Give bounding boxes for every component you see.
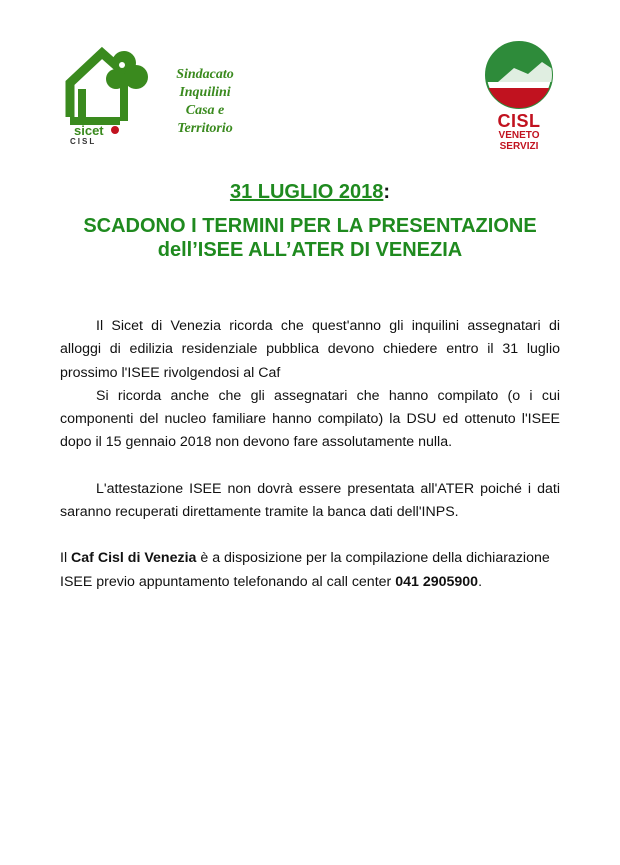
page-header <box>0 0 620 170</box>
sicet-logo-word: sicet <box>74 123 104 138</box>
sicet-line-4: Territorio <box>177 121 233 136</box>
paragraph-3: L'attestazione ISEE non dovrà essere presentata all'ATER poiché i dati saranno recuperati direttamente tramite la banca dati dell'INPS. <box>60 480 560 521</box>
title-line-1: SCADONO I TERMINI PER LA PRESENTAZIONE <box>83 215 537 237</box>
sicet-line-1: Sindacato <box>176 67 234 82</box>
sicet-line-2: Inquilini <box>179 85 231 100</box>
title-line-2: dell’ISEE ALL’ATER DI VENEZIA <box>157 239 463 261</box>
spacer <box>60 524 560 547</box>
date-colon: : <box>383 181 391 203</box>
document-body <box>60 315 560 594</box>
cisl-title: CISL <box>497 111 541 131</box>
spacer <box>60 455 560 478</box>
paragraph-4 <box>60 547 560 594</box>
phone-number: 041 2905900 <box>395 573 479 590</box>
sicet-name <box>160 66 250 138</box>
p4-pre: Il <box>60 550 72 567</box>
p4-mid: è a disposizione per la compilazione della dichiarazione ISEE previo appuntamento telefonando al call center <box>60 550 550 590</box>
cisl-sub-1: VENETO <box>498 130 540 141</box>
cisl-sub-2: SERVIZI <box>499 141 539 152</box>
sicet-line-3: Casa e <box>185 103 225 118</box>
date-text: 31 LUGLIO 2018 <box>229 181 384 203</box>
sicet-logo <box>62 45 162 145</box>
deadline-date <box>0 181 620 204</box>
paragraph-2: Si ricorda anche che gli assegnatari che hanno compilato (o i cui componenti del nucleo familiare hanno compilato) la DSU ed ottenuto l'ISEE dopo il 15 gennaio 2018 non devono fare assolutamente nulla. <box>60 387 560 451</box>
caf-name: Caf Cisl di Venezia <box>71 550 197 567</box>
p4-end: . <box>478 573 483 590</box>
cisl-name <box>482 112 556 152</box>
sicet-logo-sub: CISL <box>70 137 97 145</box>
paragraph-1: Il Sicet di Venezia ricorda che quest'anno gli inquilini assegnatari di alloggi di edilizia residenziale pubblica devono chiedere entro il 31 luglio prossimo l'ISEE rivolgendosi al Caf <box>60 318 560 381</box>
page-title <box>0 214 620 262</box>
cisl-logo <box>484 40 554 110</box>
